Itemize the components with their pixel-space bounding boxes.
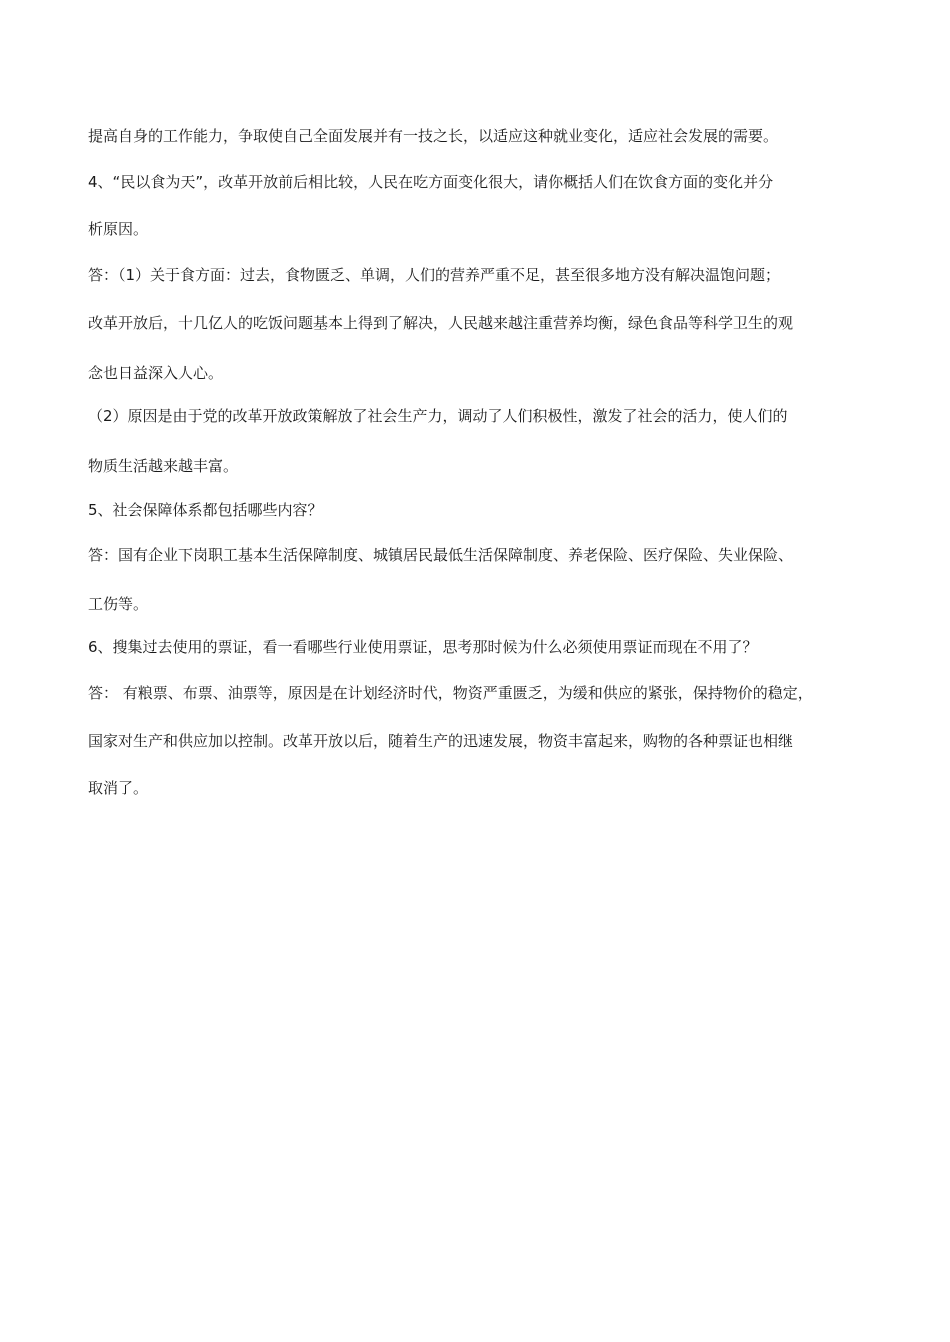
answer-4-part-2-end: 物质生活越来越丰富。 (88, 457, 239, 475)
answer-6-end: 取消了。 (88, 779, 149, 797)
question-6: 6、搜集过去使用的票证，看一看哪些行业使用票证，思考那时候为什么必须使用票证而现在不用了？ (88, 638, 758, 656)
question-4: 4、“民以食为天”，改革开放前后相比较，人民在吃方面变化很大，请你概括人们在饮食方面的变化并分 (88, 173, 774, 191)
answer-5: 答：国有企业下岗职工基本生活保障制度、城镇居民最低生活保障制度、养老保险、医疗保险、失业保险、 (88, 546, 794, 564)
answer-4-part-2: （2）原因是由于党的改革开放政策解放了社会生产力，调动了人们积极性，激发了社会的活力，使人们的 (88, 407, 788, 425)
answer-6: 答： 有粮票、布票、油票等，原因是在计划经济时代，物资严重匮乏，为缓和供应的紧张，保持物价的稳定， (88, 684, 813, 702)
question-5: 5、社会保障体系都包括哪些内容？ (88, 501, 323, 519)
answer-4-part-1: 答：（1）关于食方面：过去，食物匮乏、单调，人们的营养严重不足，甚至很多地方没有解决温饱问题； (88, 266, 781, 284)
answer-4-part-1-end: 念也日益深入人心。 (88, 364, 224, 382)
answer-4-part-1-continued: 改革开放后，十几亿人的吃饭问题基本上得到了解决，人民越来越注重营养均衡，绿色食品等科学卫生的观 (88, 314, 794, 332)
answer-6-continued: 国家对生产和供应加以控制。改革开放以后，随着生产的迅速发展，物资丰富起来，购物的各种票证也相继 (88, 732, 794, 750)
paragraph-line-employment-ability: 提高自身的工作能力，争取使自己全面发展并有一技之长，以适应这种就业变化，适应社会发展的需要。 (88, 127, 779, 145)
question-4-continued: 析原因。 (88, 220, 149, 238)
answer-5-end: 工伤等。 (88, 595, 149, 613)
